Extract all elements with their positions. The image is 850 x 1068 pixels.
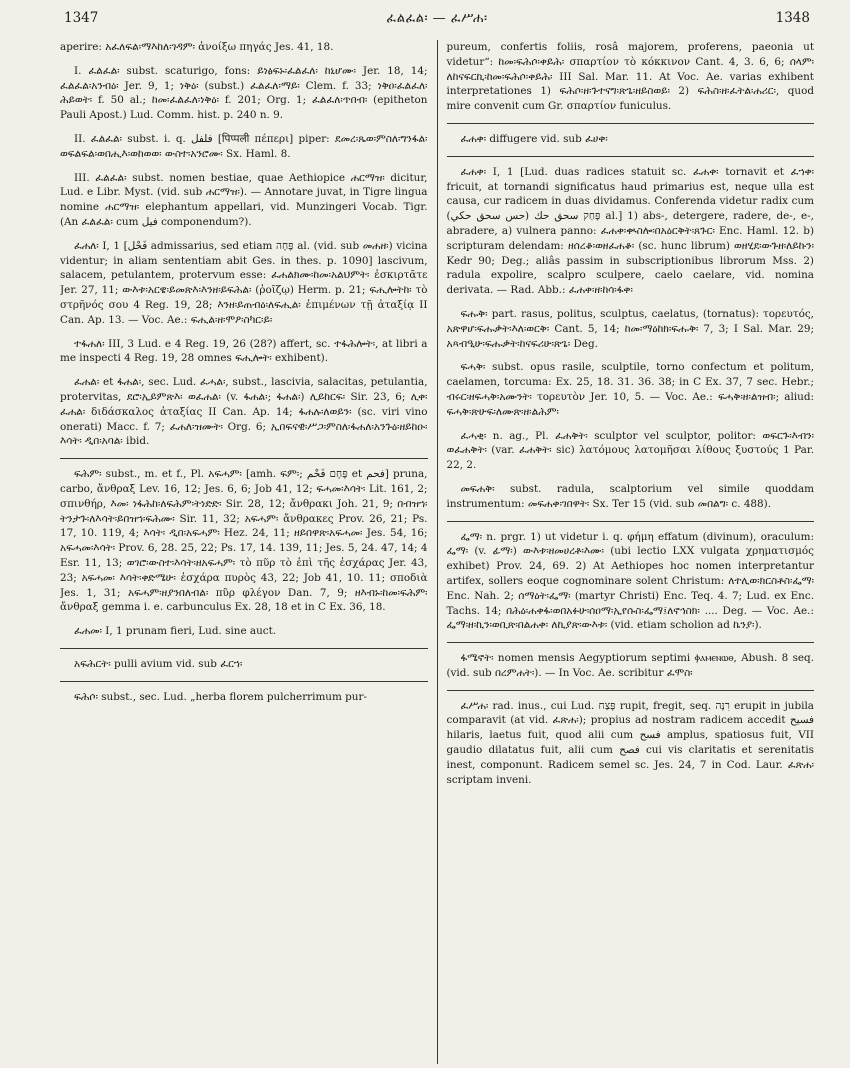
dictionary-entry: ፍሕሶ፡ subst., sec. Lud. „herba florem pulcherrimum pur- [74,690,367,703]
dictionary-entry: ተፋሐለ፡ III, 3 Lud. e 4 Reg. 19, 26 (28?) affert, sc. ተፋሕሎት፡, at libri a me inspecti 4 Reg. 19, 28 omnes ፍሒሎት፡ exhibent). [60,337,428,365]
dictionary-entry: ፍሕም፡ subst., m. et f., Pl. አፍሓም፡ [amh. ፍም፡; פֶּחָם فَحْم et فحم] pruna, carbo, ἄνθραξ Lev. 16, 12; Jes. 6, 6; Job 41, 12; ፍሓመ፡እሳት፡ Lit. 161, 2; σπινθήρ, እመ፡ ነፋሕከ፡ለፍሕም፡ትነድድ፡ Sir. 28, 12; ἄνθρακι Joh. 21, 9; በብዝኀ፡ትንታጉ፡ለእሳት፡ይበዝኀ፡ፍሕሙ፡ Sir. 11, 32; አፍሓም፡ ἄνθρακες Prov. 26, 21; Ps. 17, 10. 119, 4; እሳት፡ ዲበ፡አፍሓም፡ Hez. 24, 11; ዘይበዋጽ፡አፍሓመ፡ Jes. 54, 16; አፍሓመ፡እሳት፡ Prov. 6, 28. 25, 22; Ps. 17, 14. 139, 11; Jes. 5, 24. 47, 14; 4 Esr. 11, 13; ወገሮ፡ውስተ፡እሳት፡ዘአፍሓም፡ τὸ πῦρ τὸ ἐπὶ τῆς ἐσχάρας Jer. 43, 23; አፍሓመ፡ እሳት፡ቀድሜሁ፡ ἐσχάρα πυρὸς 43, 22; Job 41, 10. 11; σποδιὰ Jes. 1, 31; አፍሓም፡ዘያንበለብል፡ πῦρ φλέγον Dan. 7, 9; ዘእብኑ፡ከመ፡ፍሕም፡ ἄνθραξ gemma i. e. carbunculus Ex. 28, 18 et in C Ex. 36, 18. [60,468,428,614]
dictionary-entry: ፈሐል፡ et ፋሐል፡, sec. Lud. ፈሓል፡, subst., lascivia, salacitas, petulantia, protervitas, ደሮ፡ኢይምጽእ፡ ወፈሐል፡ (v. ፋሐል፡; ፋሐል፡) ሊይከርፍ፡ Sir. 23, 6; ሊቀ፡ፈሐል፡ διδάσκαλος ἀταξίας II Can. Ap. 14; ፋሐሉ፡ለወይን፡ (sc. viri vino onerati) Macc. f. 7; ፈሐለ፡ዝሙት፡ Org. 6; ኢበፍናዊ፡ሥጋ፡ምስለ፡ፋሐለ፡አንጉዕ፡ዘይከዑ፡እሳት፡ ዲበ፡አባል፡ ibid. [60,376,428,448]
running-head [60,10,814,32]
dictionary-entry: ፈሐቀ፡ I, 1 [Lud. duas radices statuit sc. ፈሐቀ፡ tornavit et ፈኀቀ፡ fricuit, at tornandi significatus haud primarius est, neque ulla est causa, cur radicem in duas dividamus. Conferenda videtur radix cum פָּחַק سحق حك (حس سحق حكي) al.] 1) abs-, detergere, radere, de-, e-, abradere, a) vulnera panno: ፈሐቀ፡ቊስሎ፡በአዕርቅት፡ጸጉር፡ Enc. Haml. 12. b) scripturam delendam: ዘሰረቆ፡ወዘፈሐቆ፡ (sc. hunc librum) ወዘሂደ፡ውጉዘ፡ለይኩን፡ Kedr 90; Deg.; aliâs passim in subscriptionibus librorum Mss. 2) radula expolire, scalpro sculpere, caelo caelare, vid. nomina derivata. — Rad. Abb.: ፈሐቀ፡ዘ፡ከሳ፡ፋቀ፡ [446,165,814,297]
running-title: ፈልፈል፡ — ፈሥሐ፡ [386,11,488,26]
dictionary-entry: ፈሐቀ፡ diffugere vid. sub ፈሀቀ፡ [460,132,608,145]
page-number-left: 1347 [64,10,99,26]
dictionary-entry: ፍሓቅ፡ subst. opus rasile, sculptile, torno confectum et politum, caelamen, torcuma: Ex. 25, 18. 31. 36. 38; in C Ex. 37, 7 sec. Hebr.; ብሩር፡ዘፍሓቅ፡አሙንት፡ τορευτὸν Jer. 10, 5. — Voc. Ae.: ፍሓቅ፡ዘ፡ልዝብ፡; aliud: ፍሓቅ፡ጽሁፍ፡ለሙጽ፡ዘ፡ልሕም፡ [446,361,814,418]
dictionary-entry: ፈሐመ፡ I, 1 prunam fieri, Lud. sine auct. [74,625,277,638]
entry-separator [447,123,815,124]
left-column [60,40,437,1064]
dictionary-entry: ፈሐለ፡ I, 1 [فَحْل admissarius, sed etiam פֶּחָה al. (vid. sub መሐዘ፡) vicina videntur; in aliam sententiam abit Ges. in thes. p. 1090] lascivum, salacem, petulantem, protervum esse: ፈሐልክሙ፡ከመ፡አልህምት፡ ἐσκιρτᾶτε Jer. 27, 11; ውእቱ፡አርዌ፡ይመጽእ፡እንዘ፡ይፍሕል፡ (ῥοῖζῳ) Herm. p. 21; ፍሒሎትከ፡ τὸ στρῆνός σου 4 Reg. 19, 28; እንዘ፡ይጠብዕ፡ለፍሒል፡ ἐπιμένων τῇ ἀταξίᾳ II Can. Ap. 13. — Voc. Ae.: ፍሒል፡ዘ፡ሞዖ፡ስካር፡ይ፡ [60,239,428,326]
dictionary-entry: II. ፈልፈል፡ subst. i. q. فلفل [पिप्पली πέπερι] piper: ደመረ፡ጼወ፡ምስለ፡ግንፋል፡ወፍልፍል፡ወበሒእ፡ወከወወ፡ ውስተ፡አንሮሙ፡ Sx. Haml. 8. [60,132,428,160]
entry-separator [60,458,428,459]
dictionary-entry: አፍሕርት፡ pulli avium vid. sub ፈርኀ፡ [74,657,243,670]
entry-separator [447,156,815,157]
entry-separator [447,521,815,522]
dictionary-entry: III. ፈልፈል፡ subst. nomen bestiae, quae Aethiopice ሐርማዝ፡ dicitur, Lud. e Libr. Myst. (vid. sub ሐርማዝ፡). — Annotare juvat, in Tigre lingua nomine ሐርማዝ፡ elephantum appellari, vid. Munzingeri Vocab. Tigr. (An ፈልፈል፡ cum فيل componendum?). [60,171,428,228]
entry-separator [60,648,428,649]
dictionary-entry: ፈሥሐ፡ rad. inus., cui Lud. פָּצַח rupit, fregit, seq. רִנָּה erupit in jubila comparavit (at vid. ፈጽሐ፡); propius ad nostram radicem accedit فسيح hilaris, laetus fuit, quod alii cum فسح amplus, spatiosus fuit, VII gaudio dilatatus fuit, alii cum فصح cui vis claritatis et serenitatis inest, componunt. Radicem semel sc. Jes. 24, 7 in Cod. Laur. ፈጽሐ፡ scriptam inveni. [446,699,814,786]
text-columns [60,40,814,1064]
entry-separator [447,690,815,691]
dictionary-entry: aperire: አፈለፍል፡ማእከለ፡ገዳም፡ ἀνοίξω πηγάς Jes. 41, 18. [60,41,334,53]
dictionary-entry: I. ፈልፈል፡ subst. scaturigo, fons: ይነፅፍኑ፡ፈልፈለ፡ ከኒሆሙ፡ Jer. 18, 14; ፈልፈል፡አንብዕ፡ Jer. 9, 1; ነቅዕ፡ (subst.) ፈልፈለ፡ማይ፡ Clem. f. 33; ነቅዐ፡ፈልፈለ፡ሕይወት፡ f. 50 al.; ከመ፡ፈልፈለ፡ነቅዕ፡ f. 201; Org. 1; ፈልፈለ፡ጥበብ፡ (epitheton Pauli Apost.) Lud. Comm. hist. p. 240 n. 9. [60,64,428,122]
right-column [438,40,815,1064]
entry-separator [447,642,815,643]
dictionary-entry: ፌማ፡ n. prgr. 1) ut videtur i. q. φήμη effatum (divinum), oraculum: ፌማ፡ (v. ፊማ፡) ውእቱ፡ዘመሀረቶ፡እሙ፡ (ubi lectio LXX vulgata χρηματισμός exhibet) Prov. 24, 69. 2) At Aethiopes hoc nomen interpretantur artifex, sollers eoque cognominare solent Christum: ለተሊወ፡ክርስቶስ፡ፌማ፡ Enc. Nah. 2; ሰማዕት፡ፌማ፡ (martyr Christi) Enc. Teq. 4. 7; Lud. ex Enc. Tachs. 14; በሕዕ፡ሐቀፋ፡ወበአፉሁ፡ሰዐማ፡ኢየሱስ፡ፌማ፤ለኖኅስክ፡ .... Deg. — Voc. Ae.: ፌማ፡ዘ፡ኪን፡ወቢጽ፡በልሐቀ፡ ለኪያጽ፡ውእቱ፡ (vid. etiam scholion ad ኬንያ፡). [446,530,814,632]
page-number-right: 1348 [775,10,810,26]
dictionary-entry: pureum, confertis foliis, rosâ majorem, proferens, paeonia ut videtur“: ከመ፡ፍሕሶ፡ቀይሕ፡ σπαρτίον τὸ κόκκινον Cant. 4, 3. 6, 6; ሰላም፡ለከናፍርኪ፡ከመ፡ፍሕሶ፡ቀይሕ፡ III Sal. Mar. 11. At Voc. Ae. varias exhibent interpretationes 1) ፍሕሶ፡ዘ፡ጉተናግ፡ጽጌ፡ዘይስወይ፡ 2) ፍሕስ፡ዘ፡ፈትል፡ሐሪር፡, quod mire convenit cum Gr. σπαρτίον funiculus. [446,41,814,113]
dictionary-entry: ፋሜኖት፡ nomen mensis Aegyptiorum septimi ⲫⲁⲙⲉⲛⲱⲑ, Abush. 8 seq. (vid. sub በረምሐት፡). — In Voc. Ae. scribitur ፈሞስ፡ [446,652,814,679]
dictionary-entry: መፍሐቅ፡ subst. radula, scalptorium vel simile quoddam instrumentum: መፍሐቀ፡ገበዋት፡ Sx. Ter 15 (vid. sub መበልግ፡ c. 488). [446,482,814,510]
entry-separator [60,681,428,682]
dictionary-entry: ፈሓቂ፡ n. ag., Pl. ፈሐቅት፡ sculptor vel sculptor, politor: ወፍርጉ፡እብን፡ወፈሐቅት፡ (var. ፈሐቅት፡ sic) λατόμους λατομῆσαι λίθους ξυστούς 1 Par. 22, 2. [446,429,814,472]
dictionary-entry: ፍሑቅ፡ part. rasus, politus, sculptus, caelatus, (tornatus): τορευτός, አጽዋሆ፡ፍሑቃት፡እለ፡ወርቅ፡ Cant. 5, 14; ከመ፡ማዕከክ፡ፍሑቅ፡ 7, 3; I Sal. Mar. 29; አጻብዒሁ፡ፍሑቃት፡ከናፍሪሁ፡ጽጌ፡ Deg. [446,307,814,350]
